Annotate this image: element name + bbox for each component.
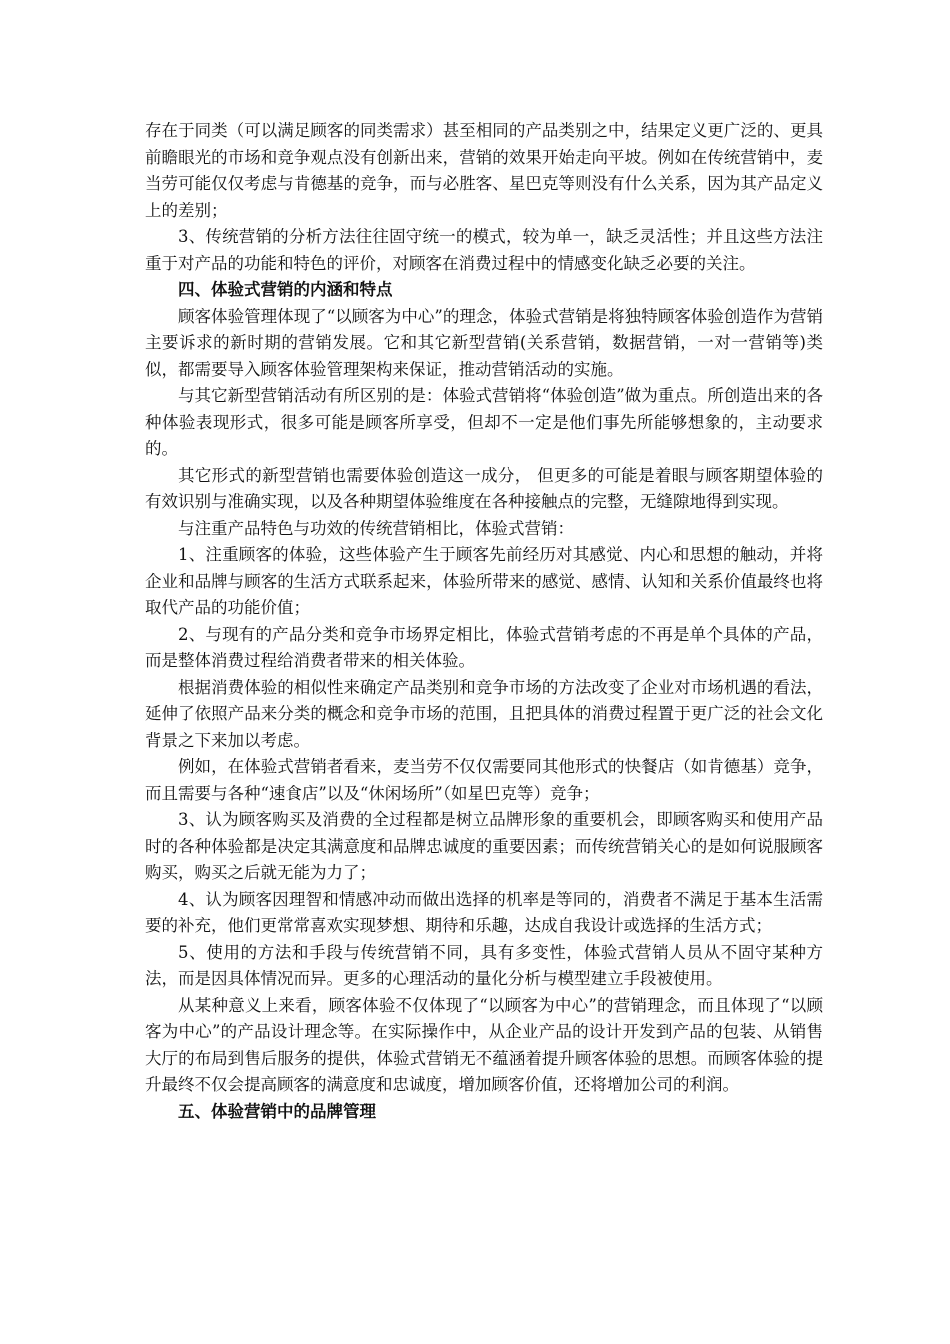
paragraph-point-1: 1、注重顾客的体验，这些体验产生于顾客先前经历对其感觉、内心和思想的触动，并将企业和品牌与顾客的生活方式联系起来，体验所带来的感觉、感情、认知和关系价值最终也将取代产品的功能价值； xyxy=(145,545,823,617)
paragraph: 与注重产品特色与功效的传统营销相比，体验式营销： xyxy=(178,518,574,538)
paragraph: 其它形式的新型营销也需要体验创造这一成分， 但更多的可能是着眼与顾客期望体验的有效识别与准确实现，以及各种期望体验维度在各种接触点的完整，无缝隙地得到实现。 xyxy=(145,465,823,511)
paragraph: 根据消费体验的相似性来确定产品类别和竞争市场的方法改变了企业对市场机遇的看法，延伸了依照产品来分类的概念和竞争市场的范围，且把具体的消费过程置于更广泛的社会文化背景之下来加以考虑。 xyxy=(145,677,823,750)
section-heading-4: 四、体验式营销的内涵和特点 xyxy=(178,280,393,299)
paragraph-point-3: 3、认为顾客购买及消费的全过程都是树立品牌形象的重要机会，即顾客购买和使用产品时的各种体验都是决定其满意度和品牌忠诚度的重要因素；而传统营销关心的是如何说服顾客购买，购买之后就无能为力了； xyxy=(145,810,823,882)
paragraph: 与其它新型营销活动有所区别的是：体验式营销将“体验创造”做为重点。所创造出来的各种体验表现形式，很多可能是顾客所享受，但却不一定是他们事先所能够想象的，主动要求的。 xyxy=(145,386,823,458)
document-page xyxy=(145,118,823,1125)
section-heading-5: 五、体验营销中的品牌管理 xyxy=(178,1101,376,1121)
paragraph: 从某种意义上来看，顾客体验不仅体现了“以顾客为中心”的营销理念，而且体现了“以顾客为中心”的产品设计理念等。在实际操作中，从企业产品的设计开发到产品的包装、从销售大厅的布局到售后服务的提供，体验式营销无不蕴涵着提升顾客体验的思想。而顾客体验的提升最终不仅会提高顾客的满意度和忠诚度，增加顾客价值，还将增加公司的利润。 xyxy=(145,995,823,1094)
paragraph: 顾客体验管理体现了“以顾客为中心”的理念，体验式营销是将独特顾客体验创造作为营销主要诉求的新时期的营销发展。它和其它新型营销(关系营销，数据营销，一对一营销等)类似，都需要导入顾客体验管理架构来保证，推动营销活动的实施。 xyxy=(145,306,823,379)
paragraph-point-5: 5、使用的方法和手段与传统营销不同，具有多变性，体验式营销人员从不固守某种方法，而是因具体情况而异。更多的心理活动的量化分析与模型建立手段被使用。 xyxy=(145,942,823,988)
paragraph: 例如，在体验式营销者看来，麦当劳不仅仅需要同其他形式的快餐店（如肯德基）竞争，而且需要与各种“速食店”以及“休闲场所”（如星巴克等）竞争； xyxy=(145,757,823,803)
paragraph-point-3-traditional: 3、传统营销的分析方法往往固守统一的模式，较为单一，缺乏灵活性；并且这些方法注重于对产品的功能和特色的评价，对顾客在消费过程中的情感变化缺乏必要的关注。 xyxy=(145,227,823,273)
paragraph-point-4: 4、认为顾客因理智和情感冲动而做出选择的机率是等同的，消费者不满足于基本生活需要的补充，他们更常常喜欢实现梦想、期待和乐趣，达成自我设计或选择的生活方式； xyxy=(145,889,823,935)
paragraph-point-2: 2、与现有的产品分类和竞争市场界定相比，体验式营销考虑的不再是单个具体的产品，而是整体消费过程给消费者带来的相关体验。 xyxy=(145,624,823,670)
paragraph-continuation: 存在于同类（可以满足顾客的同类需求）甚至相同的产品类别之中，结果定义更广泛的、更具前瞻眼光的市场和竞争观点没有创新出来，营销的效果开始走向平坡。例如在传统营销中，麦当劳可能仅仅考虑与肯德基的竞争，而与必胜客、星巴克等则没有什么关系，因为其产品定义上的差别； xyxy=(145,121,823,220)
